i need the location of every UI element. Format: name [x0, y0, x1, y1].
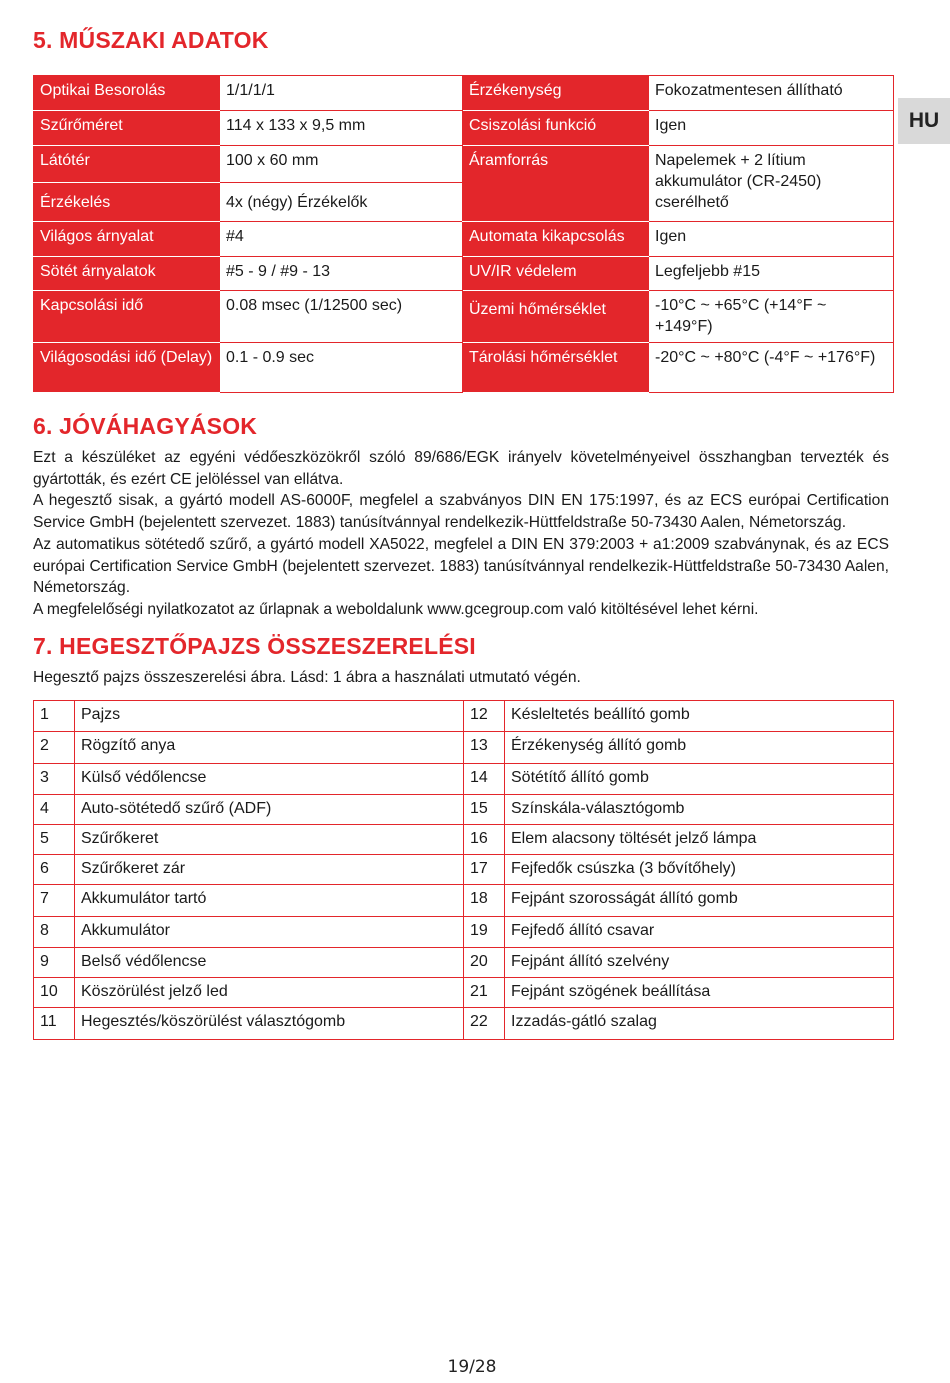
table-row	[34, 825, 894, 855]
spec-label: Érzékelés	[34, 183, 220, 222]
part-number: 5	[34, 825, 75, 855]
spec-value: Igen	[649, 222, 894, 257]
table-row	[34, 795, 894, 825]
spec-label: Sötét árnyalatok	[34, 257, 220, 291]
spec-label: Szűrőméret	[34, 111, 220, 146]
spec-label: Automata kikapcsolás	[463, 222, 649, 257]
part-name: Érzékenység állító gomb	[505, 732, 894, 764]
part-number: 19	[464, 917, 505, 948]
spec-row	[34, 76, 894, 111]
table-row	[34, 1008, 894, 1040]
part-number: 7	[34, 885, 75, 917]
section7-title: 7. HEGESZTŐPAJZS ÖSSZESZERELÉSI	[33, 633, 476, 659]
spec-label: Világosodási idő (Delay)	[34, 343, 220, 393]
spec-label: Látótér	[34, 146, 220, 183]
part-name: Fejpánt szögének beállítása	[505, 978, 894, 1008]
part-number: 8	[34, 917, 75, 948]
spec-value: #5 - 9 / #9 - 13	[220, 257, 463, 291]
table-row	[34, 917, 894, 948]
spec-value: 0.1 - 0.9 sec	[220, 343, 463, 393]
spec-value: Fokozatmentesen állítható	[649, 76, 894, 111]
part-number: 4	[34, 795, 75, 825]
assembly-intro: Hegesztő pajzs összeszerelési ábra. Lásd: 1 ábra a használati utmutató végén.	[33, 669, 581, 686]
part-name: Fejfedők csúszka (3 bővítőhely)	[505, 855, 894, 885]
part-name: Belső védőlencse	[75, 948, 464, 978]
part-number: 3	[34, 764, 75, 795]
section5-title: 5. MŰSZAKI ADATOK	[33, 27, 269, 53]
part-number: 15	[464, 795, 505, 825]
spec-row	[34, 222, 894, 257]
table-row	[34, 978, 894, 1008]
approvals-paragraph: Ezt a készüléket az egyéni védőeszközökről szóló 89/686/EGK irányelv követelményeivel összhangban tervezték és gyártották, és ezért CE jelöléssel van ellátva.	[33, 449, 889, 488]
part-number: 14	[464, 764, 505, 795]
part-number: 21	[464, 978, 505, 1008]
part-name: Akkumulátor	[75, 917, 464, 948]
spec-label: Tárolási hőmérséklet	[463, 343, 649, 393]
part-number: 16	[464, 825, 505, 855]
part-number: 2	[34, 732, 75, 764]
spec-value: 114 x 133 x 9,5 mm	[220, 111, 463, 146]
spec-value: 100 x 60 mm	[220, 146, 463, 183]
part-name: Sötétítő állító gomb	[505, 764, 894, 795]
spec-value: -10°C ~ +65°C (+14°F ~ +149°F)	[649, 291, 894, 343]
part-name: Hegesztés/köszörülést választógomb	[75, 1008, 464, 1040]
part-name: Késleltetés beállító gomb	[505, 701, 894, 732]
spec-value: Legfeljebb #15	[649, 257, 894, 291]
spec-value: Napelemek + 2 lítium akkumulátor (CR-2450) cserélhető	[649, 146, 894, 222]
table-row	[34, 855, 894, 885]
table-row	[34, 885, 894, 917]
spec-value: 1/1/1/1	[220, 76, 463, 111]
table-row	[34, 948, 894, 978]
spec-label: Érzékenység	[463, 76, 649, 111]
part-name: Szűrőkeret zár	[75, 855, 464, 885]
part-name: Fejpánt állító szelvény	[505, 948, 894, 978]
part-name: Rögzítő anya	[75, 732, 464, 764]
part-name: Elem alacsony töltését jelző lámpa	[505, 825, 894, 855]
part-name: Akkumulátor tartó	[75, 885, 464, 917]
spec-row	[34, 146, 894, 183]
language-tab: HU	[898, 98, 950, 144]
part-name: Auto-sötétedő szűrő (ADF)	[75, 795, 464, 825]
approvals-paragraph: Az automatikus sötétedő szűrő, a gyártó modell XA5022, megfelel a DIN EN 379:2003 + a1:2009 szabványnak, és az ECS európai Certification Service GmbH (bejelentett szervezet. 1883) tanúsítvánnyal rendelkezik-Hüttfeldstraße 50-73430 Aalen, Németország.	[33, 535, 889, 597]
parts-table	[33, 700, 894, 1040]
spec-label: Világos árnyalat	[34, 222, 220, 257]
spec-label: Kapcsolási idő	[34, 291, 220, 343]
spec-row	[34, 291, 894, 343]
page-number: 19/28	[447, 1357, 497, 1377]
spec-label: Áramforrás	[463, 146, 649, 222]
part-name: Külső védőlencse	[75, 764, 464, 795]
table-row	[34, 732, 894, 764]
spec-value: -20°C ~ +80°C (-4°F ~ +176°F)	[649, 343, 894, 393]
part-name: Színskála-választógomb	[505, 795, 894, 825]
approvals-paragraph: A hegesztő sisak, a gyártó modell AS-6000F, megfelel a szabványos DIN EN 175:1997, és az ECS európai Certification Service GmbH (bejelentett szervezet. 1883) tanúsítvánnyal rendelkezik-Hüttfeldstraße 50-73430 Aalen, Németország.	[33, 492, 889, 532]
part-number: 18	[464, 885, 505, 917]
spec-label: Optikai Besorolás	[34, 76, 220, 111]
spec-row	[34, 343, 894, 393]
part-number: 22	[464, 1008, 505, 1040]
table-row	[34, 701, 894, 732]
part-name: Izzadás-gátló szalag	[505, 1008, 894, 1040]
part-number: 11	[34, 1008, 75, 1040]
part-number: 20	[464, 948, 505, 978]
spec-label: Üzemi hőmérséklet	[463, 291, 649, 343]
part-number: 1	[34, 701, 75, 732]
part-number: 10	[34, 978, 75, 1008]
spec-value: Igen	[649, 111, 894, 146]
part-name: Szűrőkeret	[75, 825, 464, 855]
part-name: Pajzs	[75, 701, 464, 732]
part-number: 12	[464, 701, 505, 732]
approvals-text	[33, 447, 889, 621]
spec-row	[34, 111, 894, 146]
spec-value: #4	[220, 222, 463, 257]
spec-label: UV/IR védelem	[463, 257, 649, 291]
section6-title: 6. JÓVÁHAGYÁSOK	[33, 413, 258, 439]
table-row	[34, 764, 894, 795]
spec-row	[34, 257, 894, 291]
part-number: 13	[464, 732, 505, 764]
part-number: 17	[464, 855, 505, 885]
part-number: 9	[34, 948, 75, 978]
part-name: Fejfedő állító csavar	[505, 917, 894, 948]
part-number: 6	[34, 855, 75, 885]
spec-value: 0.08 msec (1/12500 sec)	[220, 291, 463, 343]
part-name: Köszörülést jelző led	[75, 978, 464, 1008]
part-name: Fejpánt szorosságát állító gomb	[505, 885, 894, 917]
approvals-paragraph: A megfelelőségi nyilatkozatot az űrlapnak a weboldalunk www.gcegroup.com való kitöltésével lehet kérni.	[33, 600, 759, 618]
spec-value: 4x (négy) Érzékelők	[220, 183, 463, 222]
spec-label: Csiszolási funkció	[463, 111, 649, 146]
spec-table	[33, 75, 894, 393]
